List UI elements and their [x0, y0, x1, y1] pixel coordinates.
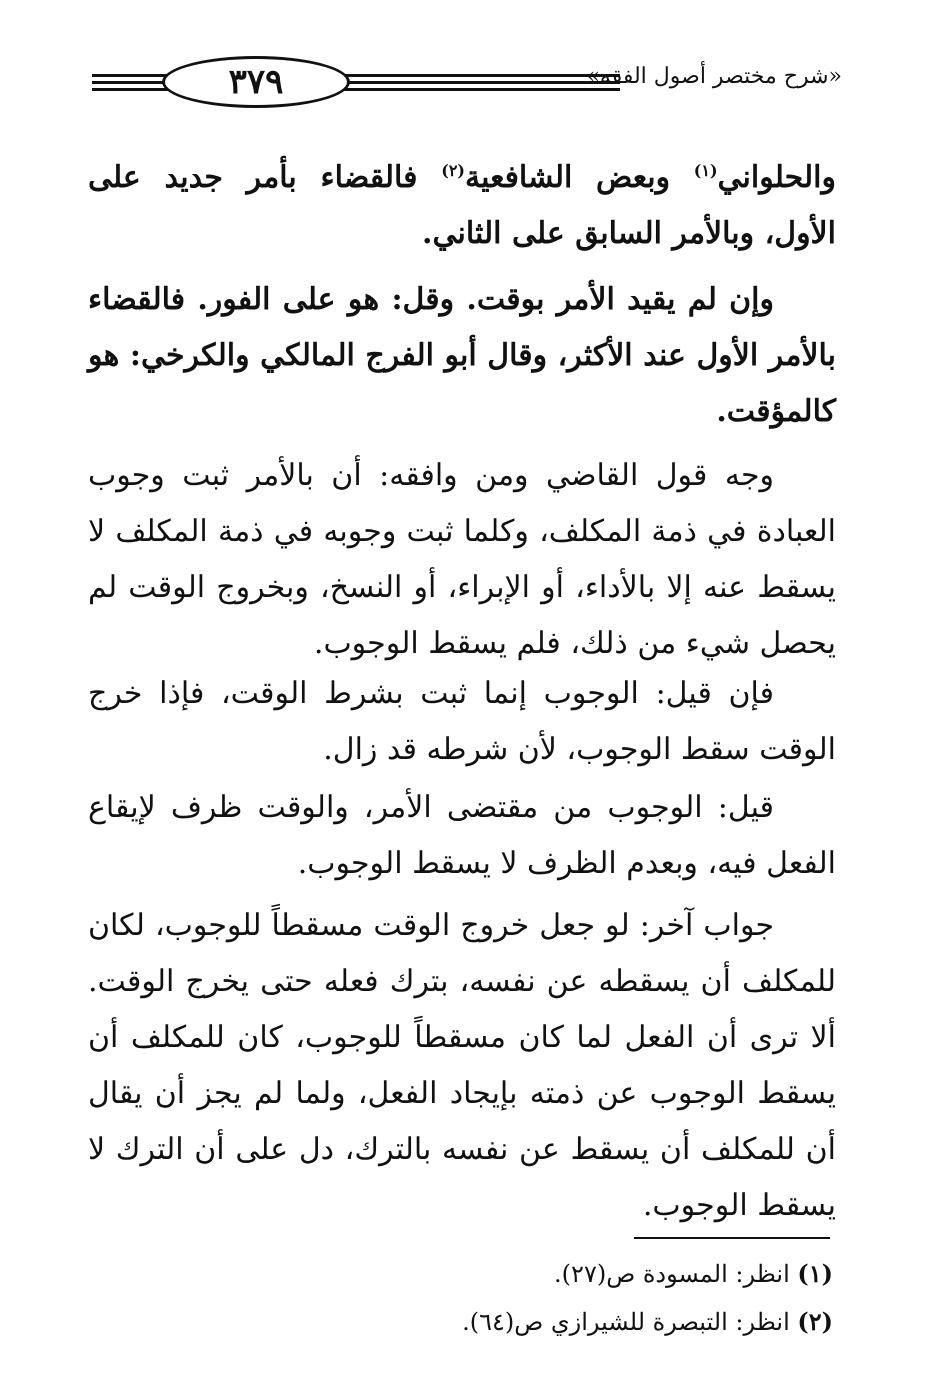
p1-text-b: وبعض الشافعية — [464, 160, 694, 195]
header-rule-right — [340, 74, 620, 92]
paragraph-5 — [88, 780, 836, 892]
footnote-ref-2: (٢) — [441, 161, 465, 180]
p3-text: وجه قول القاضي ومن وافقه: أن بالأمر ثبت وجوب العبادة في ذمة المكلف، وكلما ثبت وجوبه في ذمة المكلف لا يسقط عنه إلا بالأداء، أو الإبراء، أو النسخ، وبخروج الوقت لم يحصل شيء من ذلك، فلم يسقط الوجوب. — [88, 458, 836, 661]
footnotes — [88, 1250, 833, 1346]
p1-text-c: فالقضاء بأمر جديد على الأول، وبالأمر السابق على الثاني. — [88, 160, 836, 251]
p2-text: وإن لم يقيد الأمر بوقت. وقل: هو على الفور. فالقضاء بالأمر الأول عند الأكثر، وقال أبو الفرج المالكي والكرخي: هو كالمؤقت. — [88, 282, 836, 429]
footnote-2-number: (٢) — [797, 1307, 833, 1336]
page-number: ٣٧٩ — [162, 56, 350, 108]
p5-text: قيل: الوجوب من مقتضى الأمر، والوقت ظرف لإيقاع الفعل فيه، وبعدم الظرف لا يسقط الوجوب. — [88, 790, 836, 881]
book-title: «شرح مختصر أصول الفقه» — [586, 64, 842, 89]
footnote-1-number: (١) — [797, 1259, 833, 1288]
footnote-divider — [634, 1237, 830, 1239]
paragraph-3 — [88, 448, 836, 672]
page-header — [92, 52, 842, 116]
footnote-1 — [88, 1250, 833, 1298]
footnote-2-text: انظر: التبصرة للشيرازي ص(٦٤). — [462, 1308, 798, 1336]
footnote-ref-1: (١) — [693, 161, 718, 180]
p6-text: جواب آخر: لو جعل خروج الوقت مسقطاً للوجوب، لكان للمكلف أن يسقطه عن نفسه، بترك فعله حتى يخرج الوقت. ألا ترى أن الفعل لما كان مسقطاً للوجوب، كان للمكلف أن يسقط الوجوب عن ذمته بإيجاد الفعل، ولما لم يجز أن يقال أن للمكلف أن يسقط عن نفسه بالترك، دل على أن الترك لا يسقط الوجوب. — [88, 908, 836, 1223]
paragraph-1 — [88, 150, 836, 262]
paragraph-6 — [88, 898, 836, 1234]
p4-text: فإن قيل: الوجوب إنما ثبت بشرط الوقت، فإذا خرج الوقت سقط الوجوب، لأن شرطه قد زال. — [88, 676, 836, 767]
p1-text-a: والحلواني — [717, 160, 836, 195]
paragraph-2 — [88, 272, 836, 440]
footnote-1-text: انظر: المسودة ص(٢٧). — [554, 1260, 798, 1288]
paragraph-4 — [88, 666, 836, 778]
footnote-2 — [88, 1298, 833, 1346]
